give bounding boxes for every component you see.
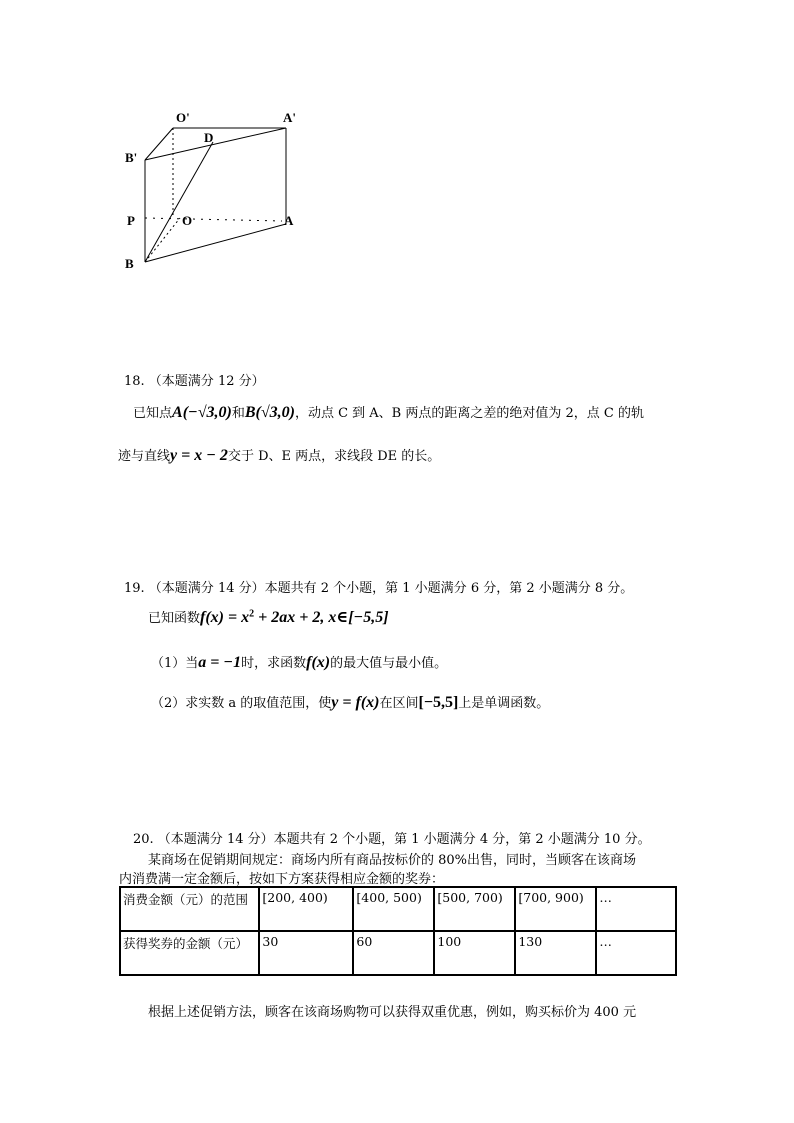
q19-given	[148, 607, 389, 627]
q18-point-a: A(−√3,0)	[172, 404, 232, 421]
q19-part2	[151, 692, 549, 712]
q19-p1-post: 的最大值与最小值。	[330, 656, 448, 671]
q18-line2	[118, 445, 440, 465]
q18-header: 18. （本题满分 12 分）	[124, 374, 265, 389]
q19-header: 19. （本题满分 14 分）本题共有 2 个小题，第 1 小题满分 6 分，第 2 小题满分 8 分。	[124, 581, 634, 596]
table-cell: …	[596, 931, 676, 975]
table-cell: [500, 700)	[434, 887, 515, 931]
edge-bprime-d	[145, 128, 286, 160]
prism-figure	[110, 100, 310, 280]
table-cell: …	[596, 887, 676, 931]
q19-p2-post: 上是单调函数。	[458, 696, 550, 711]
table-cell: [700, 900)	[515, 887, 596, 931]
q19-given-pre: 已知函数	[148, 611, 201, 626]
q18-line-eq: y = x − 2	[170, 447, 228, 464]
table-cell: 消费金额（元）的范围	[120, 887, 259, 931]
q19-part1	[151, 652, 447, 672]
q19-p2-func: y = f(x)	[331, 694, 380, 711]
table-cell: [400, 500)	[353, 887, 434, 931]
q20-header: 20. （本题满分 14 分）本题共有 2 个小题，第 1 小题满分 4 分，第 2 小题满分 10 分。	[133, 832, 651, 847]
q18-line2-pre: 迹与直线	[118, 449, 171, 464]
q18-intro: 已知点	[133, 406, 173, 421]
label-a: A	[284, 213, 294, 228]
q19-func-lhs: f(x) = x	[200, 609, 250, 626]
edge-p-o-a	[145, 218, 282, 221]
edge-bprime-aprime	[145, 128, 173, 160]
table-cell: [200, 400)	[259, 887, 353, 931]
table-cell: 30	[259, 931, 353, 975]
q20-para2: 根据上述促销方法，顾客在该商场购物可以获得双重优惠，例如，购买标价为 400 元	[148, 1005, 637, 1020]
q18-cont: ，动点 C 到 A、B 两点的距离之差的绝对值为 2，点 C 的轨	[294, 406, 644, 421]
prize-table	[119, 886, 677, 976]
table-row	[120, 887, 676, 931]
table-cell: 获得奖券的金额（元）	[120, 931, 259, 975]
q19-p2-pre: （2）求实数 a 的取值范围，使	[151, 696, 332, 711]
q19-p1-mid: 时，求函数	[241, 656, 307, 671]
edge-b-o	[145, 218, 180, 262]
label-p: P	[127, 213, 135, 228]
table-cell: 130	[515, 931, 596, 975]
table-row	[120, 931, 676, 975]
q19-func-exp: 2	[249, 608, 255, 620]
table-cell: 100	[434, 931, 515, 975]
q18-line2-post: 交于 D、E 两点，求线段 DE 的长。	[227, 449, 441, 464]
segment-b-d	[145, 142, 213, 262]
q19-func-rhs: + 2ax + 2, x∈[−5,5]	[254, 609, 389, 626]
label-d: D	[204, 130, 214, 145]
q18-and: 和	[231, 406, 245, 421]
q19-p1-pre: （1）当	[151, 656, 199, 671]
q18-line1	[133, 402, 644, 422]
label-a-prime: A'	[283, 110, 296, 125]
label-o-prime: O'	[176, 110, 190, 125]
label-o: O	[182, 213, 193, 228]
edge-b-a	[145, 224, 286, 262]
q19-p2-mid: 在区间	[379, 696, 419, 711]
q19-p1-cond: a = −1	[198, 654, 242, 671]
q18-point-b: B(√3,0)	[244, 404, 295, 421]
label-b: B	[125, 256, 134, 271]
q19-p2-interval: [−5,5]	[418, 694, 459, 711]
q20-para1-line2: 内消费满一定金额后，按如下方案获得相应金额的奖券：	[119, 872, 445, 887]
label-b-prime: B'	[125, 150, 138, 165]
q19-p1-func: f(x)	[306, 654, 331, 671]
q20-para1-line1: 某商场在促销期间规定：商场内所有商品按标价的 80%出售，同时，当顾客在该商场	[148, 853, 637, 868]
table-cell: 60	[353, 931, 434, 975]
